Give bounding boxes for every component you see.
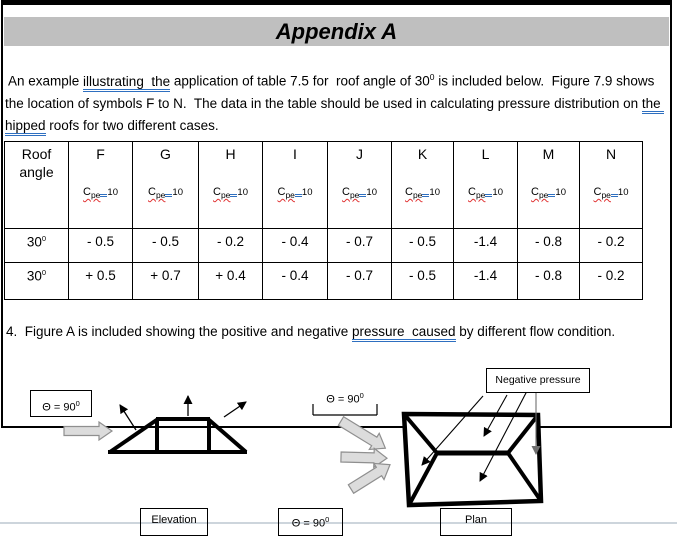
grammar-underline: the — [642, 96, 665, 114]
cpe10-symbol: $C_{pe}$ 10 — [148, 186, 183, 201]
appendix-title-bar — [4, 17, 669, 46]
cpe10-symbol: $C_{pe}$ 10 — [593, 186, 629, 201]
col-header-M: M $C_{pe}$ 10 — [518, 142, 580, 229]
cpe10-symbol: $C_{pe}$ 10 — [277, 186, 313, 201]
elevation-drawing — [108, 419, 247, 452]
grammar-underline: illustrating the — [83, 74, 170, 92]
page-title: Appendix A — [275, 19, 398, 44]
grammar-mark-icon — [611, 189, 618, 197]
intro-line-1: An example illustrating the application of table 7.5 for roof angle of $30^0$ is included below. Figure 7.9 shows — [5, 66, 673, 93]
item-4-paragraph: 4. Figure A is included showing the positive and negative pressure caused by different flow condition. — [6, 324, 615, 339]
table-row: $30^0$ + 0.5 + 0.7 + 0.4 - 0.4 - 0.7 - 0.5 -1.4 - 0.8 - 0.2 — [5, 263, 643, 300]
theta-label-elevation: $\Theta = 90^0$ — [30, 390, 92, 417]
col-header-F: F $C_{pe}$ 10 — [69, 142, 133, 229]
angle-cell: $30^0$ — [5, 229, 69, 263]
table-row: $30^0$ - 0.5 - 0.5 - 0.2 - 0.4 - 0.7 - 0.5 -1.4 - 0.8 - 0.2 — [5, 229, 643, 263]
plan-drawing — [404, 414, 541, 505]
cpe10-symbol: $C_{pe}$ 10 — [83, 186, 118, 201]
plan-caption: Plan — [440, 508, 512, 536]
intro-line-2: the location of symbols F to N. The data in the table should be used in calculating pressure distribution on the — [5, 93, 673, 115]
intro-paragraph — [5, 66, 673, 137]
col-header-G: G $C_{pe}$ 10 — [133, 142, 199, 229]
col-header-L: L $C_{pe}$ 10 — [454, 142, 518, 229]
pressure-coefficient-table — [4, 141, 643, 300]
wind-arrow-icons-plan — [336, 413, 395, 497]
angle-cell: $30^0$ — [5, 263, 69, 300]
col-header-K: K $C_{pe}$ 10 — [392, 142, 454, 229]
col-header-N: N $C_{pe}$ 10 — [580, 142, 643, 229]
cpe10-symbol: $C_{pe}$ 10 — [213, 186, 248, 201]
negative-pressure-label: Negative pressure — [486, 368, 590, 393]
cpe10-symbol: $C_{pe}$ 10 — [342, 186, 377, 201]
suction-arrow-icons-elevation — [120, 396, 246, 430]
col-header-I: I $C_{pe}$ 10 — [263, 142, 328, 229]
theta-label-plan: $\Theta = 90^0$ — [326, 391, 364, 406]
col-header-J: J $C_{pe}$ 10 — [328, 142, 392, 229]
table-header-row — [5, 142, 643, 229]
intro-line-3: hipped roofs for two different cases. — [5, 115, 673, 137]
corner-header-cell: Roof angle — [5, 142, 69, 229]
grammar-underline: hipped — [5, 118, 46, 136]
col-header-H: H $C_{pe}$ 10 — [199, 142, 263, 229]
grammar-underline: pressure caused — [352, 324, 456, 342]
wind-arrow-icon — [64, 422, 112, 440]
cpe10-symbol: $C_{pe}$ 10 — [405, 186, 440, 201]
theta-label-bottom: $\Theta = 90^0$ — [278, 508, 343, 536]
elevation-caption: Elevation — [140, 508, 208, 536]
cpe10-symbol: $C_{pe}$ 10 — [531, 186, 566, 201]
cpe10-symbol: $C_{pe}$ 10 — [468, 186, 503, 201]
grammar-mark-icon — [295, 189, 302, 197]
